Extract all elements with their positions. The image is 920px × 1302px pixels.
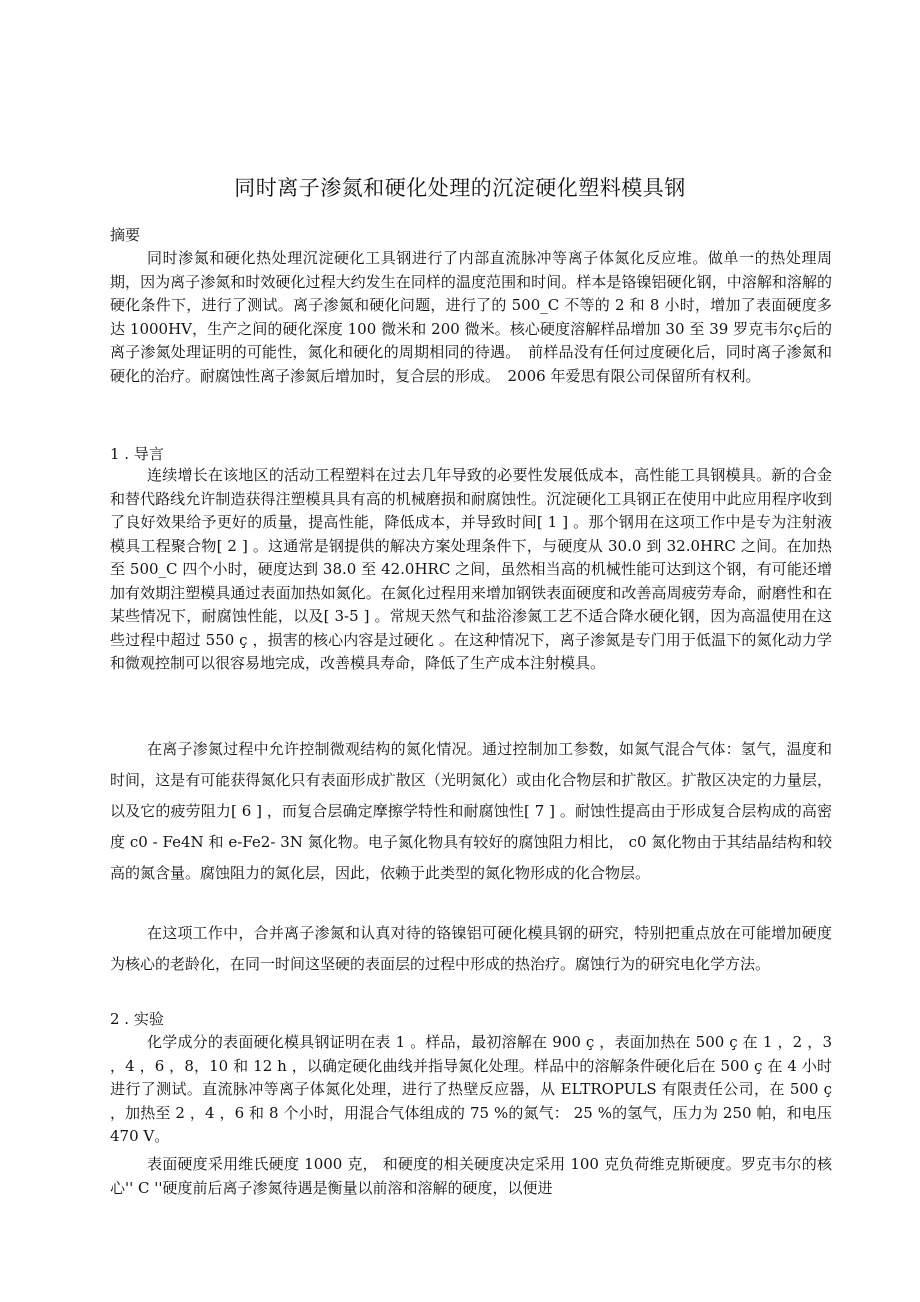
experiment-paragraph-2: 表面硬度采用维氏硬度 1000 克， 和硬度的相关硬度决定采用 100 克负荷维克斯硬度。罗克韦尔的核心'' C ''硬度前后离子渗氮待遇是衡量以前溶和溶解的硬度，以便进 (110, 1155, 832, 1197)
section-heading-experiment: 2 . 实验 (110, 1010, 164, 1028)
document-title: 同时离子渗氮和硬化处理的沉淀硬化塑料模具钢 (234, 176, 686, 200)
introduction-paragraph-2: 在离子渗氮过程中允许控制微观结构的氮化情况。通过控制加工参数，如氮气混合气体：氢气，温度和时间，这是有可能获得氮化只有表面形成扩散区（光明氮化）或由化合物层和扩散区。扩散区决定的力量层，以及它的疲劳阻力[ 6 ] ，而复合层确定摩擦学特性和耐腐蚀性[ 7 ] 。耐蚀性提高由于形成复合层构成的高密度 c0 - Fe4N 和 e-Fe2- 3N 氮化物。电子氮化物具有较好的腐蚀阻力相比， c0 氮化物由于其结晶结构和较高的氮含量。腐蚀阻力的氮化层，因此，依赖于此类型的氮化物形成的化合物层。 (110, 740, 832, 882)
abstract-label: 摘要 (110, 226, 141, 244)
experiment-paragraph-1: 化学成分的表面硬化模具钢证明在表 1 。样品，最初溶解在 900 ç ，表面加热在 500 ç 在 1 ，2 ，3 ，4 ，6 ，8，10 和 12 h ，以确定硬化曲线并指导氮化处理。样品中的溶解条件硬化后在 500 ç 在 4 小时进行了测试。直流脉冲等离子体氮化处理，进行了热壁反应器，从 ELTROPULS 有限责任公司，在 500 ç ，加热至 2 ，4 ，6 和 8 个小时，用混合气体组成的 75 %的氮气： 25 %的氢气，压力为 250 帕，和电压 470 V。 (110, 1033, 832, 1145)
introduction-paragraph-1: 连续增长在该地区的活动工程塑料在过去几年导致的必要性发展低成本，高性能工具钢模具。新的合金和替代路线允许制造获得注塑模具具有高的机械磨损和耐腐蚀性。沉淀硬化工具钢正在使用中此应用程序收到了良好效果给予更好的质量，提高性能，降低成本，并导致时间[ 1 ] 。那个钢用在这项工作中是专为注射液模具工程聚合物[ 2 ] 。这通常是钢提供的解决方案处理条件下，与硬度从 30.0 到 32.0HRC 之间。在加热至 500_C 四个小时，硬度达到 38.0 至 42.0HRC 之间，虽然相当高的机械性能可达到这个钢，有可能还增加有效期注塑模具通过表面加热如氮化。在氮化过程用来增加钢铁表面硬度和改善高周疲劳寿命，耐磨性和在某些情况下，耐腐蚀性能，以及[ 3-5 ] 。常规天然气和盐浴渗氮工艺不适合降水硬化钢，因为高温使用在这些过程中超过 550 ç ，损害的核心内容是过硬化 。在这种情况下，离子渗氮是专门用于低温下的氮化动力学和微观控制可以很容易地完成，改善模具寿命，降低了生产成本注射模具。 (110, 466, 832, 672)
abstract-paragraph: 同时渗氮和硬化热处理沉淀硬化工具钢进行了内部直流脉冲等离子体氮化反应堆。做单一的热处理周期，因为离子渗氮和时效硬化过程大约发生在同样的温度范围和时间。样本是铬镍铝硬化钢，中溶解和溶解的硬化条件下，进行了测试。离子渗氮和硬化问题，进行了的 500_C 不等的 2 和 8 小时，增加了表面硬度多达 1000HV，生产之间的硬化深度 100 微米和 200 微米。核心硬度溶解样品增加 30 至 39 罗克韦尔ç后的离子渗氮处理证明的可能性，氮化和硬化的周期相同的待遇。 前样品没有任何过度硬化后，同时离子渗氮和硬化的治疗。耐腐蚀性离子渗氮后增加时，复合层的形成。 2006 年爱思有限公司保留所有权利。 (110, 249, 832, 385)
section-heading-introduction: 1 . 导言 (110, 445, 164, 463)
introduction-paragraph-3: 在这项工作中，合并离子渗氮和认真对待的铬镍铝可硬化模具钢的研究，特别把重点放在可能增加硬度为核心的老龄化，在同一时间这坚硬的表面层的过程中形成的热治疗。腐蚀行为的研究电化学方法。 (110, 924, 832, 973)
